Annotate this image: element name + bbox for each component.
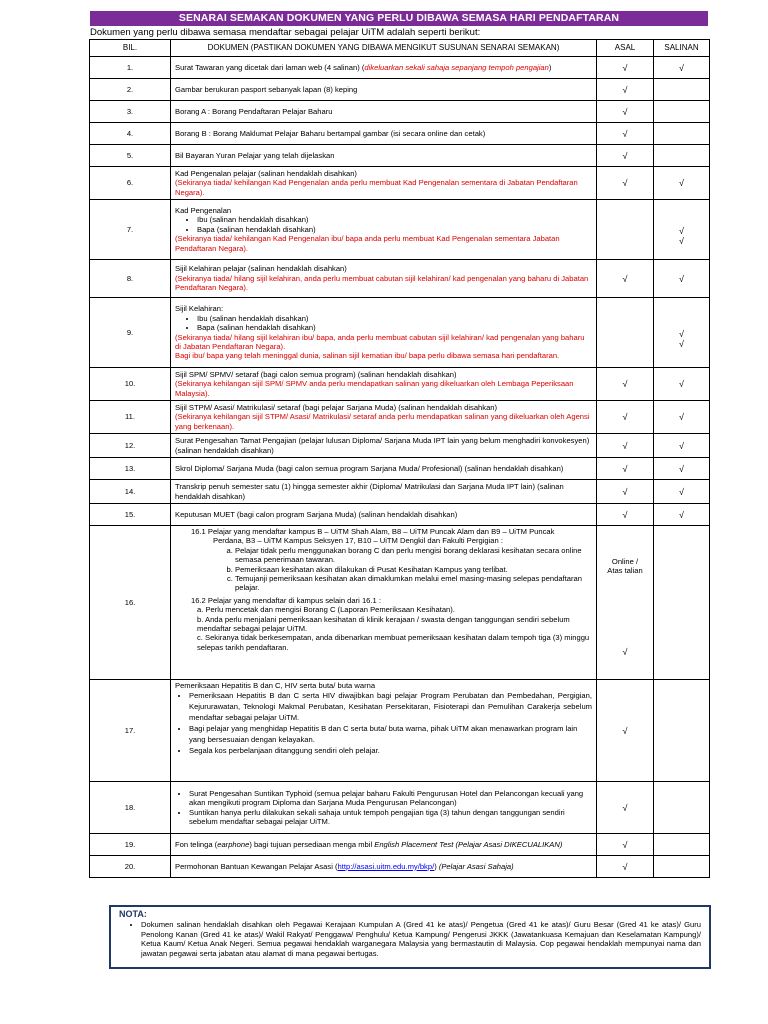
row-description: Gambar berukuran pasport sebanyak lapan (8) keping: [171, 79, 597, 101]
table-row: [90, 480, 710, 504]
table-row: [90, 145, 710, 167]
row-number: 2.: [90, 79, 171, 101]
asal-check: √: [597, 101, 654, 123]
note-title: NOTA:: [119, 909, 147, 919]
table-row: [90, 167, 710, 200]
table-row: [90, 680, 710, 782]
table-row: [90, 101, 710, 123]
table-row: [90, 57, 710, 79]
salinan-cell: [654, 101, 710, 123]
table-row: [90, 434, 710, 458]
asal-check: √: [597, 368, 654, 401]
row-description: Pemeriksaan Hepatitis B dan C, HIV serta buta/ buta warna • Pemeriksaan Hepatitis B dan C serta HIV diwajibkan bagi pelajar Program Perubatan dan Pembedahan, Pergigian, Kejururawatan, Teknologi Makmal Perubatan, Kesihatan Persekitaran, Fisioterapi dan Pemulihan Carakerja sebelum mendaftar sebagai pelajar UiTM. • Bagi pelajar yang menghidap Hepatitis B dan C serta buta/ buta warna, pihak UiTM akan menawarkan program lain yang bersesuaian dengan kelayakan. • Segala kos perbelanjaan ditanggung sendiri oleh pelajar.: [171, 680, 597, 782]
note-text: • Dokumen salinan hendaklah disahkan oleh Pegawai Kerajaan Kumpulan A (Gred 41 ke atas)/ Pengetua (Gred 41 ke atas)/ Guru Besar (Gred 41 ke atas)/ Guru Penolong Kanan (Gred 41 ke atas)/ Wakil Rakyat/ Penggawa/ Penghulu/ Ketua Kampung/ Pengerusi JKKK (Jawatankuasa Kemajuan dan Keselamatan Kampung)/ Ketua Kaum/ Ketua Anak Negeri. Semua pegawai hendaklah warganegara Malaysia yang bermastautin di Malaysia. Cop pegawai hendaklah mempunyai nama dan jawatan pegawai serta jabatan atau alamat di mana pegawai bertugas.: [141, 920, 701, 958]
row-number: 14.: [90, 480, 171, 504]
table-row: [90, 200, 710, 260]
page-title: SENARAI SEMAKAN DOKUMEN YANG PERLU DIBAWA SEMASA HARI PENDAFTARAN: [90, 11, 708, 26]
row-number: 4.: [90, 123, 171, 145]
asal-check: √: [597, 79, 654, 101]
row-description: Fon telinga (earphone) bagi tujuan persediaan menga mbil English Placement Test (Pelajar Asasi DIKECUALIKAN): [171, 834, 597, 856]
row-number: 1.: [90, 57, 171, 79]
asal-check: √: [597, 480, 654, 504]
row-description: Transkrip penuh semester satu (1) hingga semester akhir (Diploma/ Matrikulasi dan Sarjana Muda IPT lain) (salinan hendaklah disahkan): [171, 480, 597, 504]
row-number: 15.: [90, 504, 171, 526]
asal-check: √: [597, 434, 654, 458]
salinan-cell: [654, 79, 710, 101]
row-description: Bil Bayaran Yuran Pelajar yang telah dijelaskan: [171, 145, 597, 167]
row-description: • Surat Pengesahan Suntikan Typhoid (semua pelajar baharu Fakulti Pengurusan Hotel dan Pelancongan kecuali yang akan mengikuti program Diploma dan Sarjana Muda Pengurusan Pelancongan) • Suntikan hanya perlu dilakukan sekali sahaja untuk tempoh pengajian tiga (3) tahun dengan tanggungan sendiri sebelum mendaftar sebagai pelajar UiTM.: [171, 782, 597, 834]
salinan-check: √: [654, 480, 710, 504]
table-row: [90, 401, 710, 434]
row-description: Surat Pengesahan Tamat Pengajian (pelajar lulusan Diploma/ Sarjana Muda IPT lain yang belum menghadiri konvokesyen) (salinan hendaklah disahkan): [171, 434, 597, 458]
table-row: [90, 834, 710, 856]
asal-check: √: [597, 145, 654, 167]
row-description: Sijil STPM/ Asasi/ Matrikulasi/ setaraf (bagi pelajar Sarjana Muda) (salinan hendaklah disahkan) (Sekiranya kehilangan sijil STPM/ Asasi/ Matrikulasi/ setaraf anda perlu mendapatkan salinan yang dikeluarkan oleh Agensi yang berkenaan).: [171, 401, 597, 434]
row-number: 13.: [90, 458, 171, 480]
row-description: Kad Pengenalan • Ibu (salinan hendaklah disahkan) • Bapa (salinan hendaklah disahkan) (Sekiranya tiada/ kehilangan Kad Pengenalan ibu/ bapa anda perlu membuat Kad Pengenalan sementara Jabatan Pendaftaran Negara).: [171, 200, 597, 260]
salinan-cell: [654, 526, 710, 680]
salinan-check: √: [654, 260, 710, 298]
row-number: 3.: [90, 101, 171, 123]
note-box: [109, 905, 711, 969]
row-description: Borang B : Borang Maklumat Pelajar Baharu bertampal gambar (isi secara online dan cetak): [171, 123, 597, 145]
asal-check: √: [597, 782, 654, 834]
checklist-table: [89, 39, 710, 878]
table-row: [90, 526, 710, 680]
table-row: [90, 260, 710, 298]
intro-text: Dokumen yang perlu dibawa semasa mendaftar sebagai pelajar UiTM adalah seperti berikut:: [90, 27, 481, 38]
salinan-cell: [654, 123, 710, 145]
salinan-cell: [654, 856, 710, 878]
asal-check: √: [597, 680, 654, 782]
salinan-check: √: [654, 57, 710, 79]
header-document: DOKUMEN (PASTIKAN DOKUMEN YANG DIBAWA MENGIKUT SUSUNAN SENARAI SEMAKAN): [171, 40, 597, 57]
row-number: 20.: [90, 856, 171, 878]
asal-check: √: [597, 834, 654, 856]
row-description: 16.1 Pelajar yang mendaftar kampus B – UiTM Shah Alam, B8 – UiTM Puncak Alam dan B9 – UiTM Puncak Perdana, B3 – UiTM Kampus Seksyen 17, B10 – UiTM Dengkil dan Fakulti Pergigian : a. Pelajar tidak perlu menggunakan borang C dan perlu mengisi borang deklarasi kesihatan secara online semasa penerimaan tawaran. b. Pemeriksaan kesihatan akan dilakukan di Pusat Kesihatan Kampus yang terlibat. c. Temujanji pemeriksaan kesihatan akan dimaklumkan melalui emel masing-masing selepas pendaftaran pelajar. 16.2 Pelajar yang mendaftar di kampus selain dari 16.1 : a. Perlu mencetak dan mengisi Borang C (Laporan Pemeriksaan Kesihatan). b. Anda perlu menjalani pemeriksaan kesihatan di klinik kerajaan / swasta dengan tanggungan sendiri sebelum mendaftar sebagai pelajar UiTM. c. Sekiranya tidak berkesempatan, anda dibenarkan membuat pemeriksaan kesihatan dalam tempoh tiga (3) minggu selepas tarikh pendaftaran.: [171, 526, 597, 680]
salinan-cell: [654, 680, 710, 782]
salinan-cell: [654, 834, 710, 856]
table-row: [90, 782, 710, 834]
row-description: Kad Pengenalan pelajar (salinan hendaklah disahkan) (Sekiranya tiada/ kehilangan Kad Pengenalan anda perlu membuat Kad Pengenalan sementara di Jabatan Pendaftaran Negara).: [171, 167, 597, 200]
row-number: 8.: [90, 260, 171, 298]
salinan-check: √: [654, 434, 710, 458]
table-row: [90, 368, 710, 401]
row-number: 5.: [90, 145, 171, 167]
table-row: [90, 79, 710, 101]
row-description: Keputusan MUET (bagi calon program Sarjana Muda) (salinan hendaklah disahkan): [171, 504, 597, 526]
table-row: [90, 504, 710, 526]
salinan-check: √ √: [654, 298, 710, 368]
asal-cell: [597, 200, 654, 260]
row-number: 11.: [90, 401, 171, 434]
salinan-check: √: [654, 504, 710, 526]
asal-online: Online / Atas talian √: [597, 526, 654, 680]
row-description: Sijil Kelahiran pelajar (salinan hendaklah disahkan) (Sekiranya tiada/ hilang sijil kelahiran, anda perlu membuat cabutan sijil kelahiran/ kad pengenalan yang baharu di Jabatan Pendaftaran Negara).: [171, 260, 597, 298]
asal-check: √: [597, 123, 654, 145]
salinan-check: √: [654, 401, 710, 434]
row-number: 12.: [90, 434, 171, 458]
row-number: 9.: [90, 298, 171, 368]
header-salinan: SALINAN: [654, 40, 710, 57]
table-row: [90, 123, 710, 145]
asasi-bkp-link[interactable]: http://asasi.uitm.edu.my/bkp/: [337, 861, 435, 871]
asal-check: √: [597, 167, 654, 200]
salinan-cell: [654, 145, 710, 167]
table-row: [90, 856, 710, 878]
table-row: [90, 298, 710, 368]
header-bil: BIL.: [90, 40, 171, 57]
row-description: Sijil Kelahiran: • Ibu (salinan hendaklah disahkan) • Bapa (salinan hendaklah disahkan) (Sekiranya tiada/ hilang sijil kelahiran ibu/ bapa, anda perlu membuat cabutan sijil kelahiran/ kad pengenalan yang baharu di Jabatan Pendaftaran Negara). Bagi ibu/ bapa yang telah meninggal dunia, salinan sijil kematian ibu/ bapa perlu dibawa semasa hari pendaftaran.: [171, 298, 597, 368]
asal-check: √: [597, 458, 654, 480]
row-description: Permohonan Bantuan Kewangan Pelajar Asasi (http://asasi.uitm.edu.my/bkp/) (Pelajar Asasi Sahaja): [171, 856, 597, 878]
salinan-cell: [654, 782, 710, 834]
asal-cell: [597, 298, 654, 368]
salinan-check: √: [654, 368, 710, 401]
row-description: Sijil SPM/ SPMV/ setaraf (bagi calon semua program) (salinan hendaklah disahkan) (Sekiranya kehilangan sijil SPM/ SPMV anda perlu mendapatkan salinan yang dikeluarkan oleh Lembaga Peperiksaan Malaysia).: [171, 368, 597, 401]
asal-check: √: [597, 856, 654, 878]
row-number: 18.: [90, 782, 171, 834]
row-description: Borang A : Borang Pendaftaran Pelajar Baharu: [171, 101, 597, 123]
asal-check: √: [597, 57, 654, 79]
asal-check: √: [597, 504, 654, 526]
row-description: Skrol Diploma/ Sarjana Muda (bagi calon semua program Sarjana Muda/ Profesional) (salinan hendaklah disahkan): [171, 458, 597, 480]
row-description: Surat Tawaran yang dicetak dari laman web (4 salinan) (dikeluarkan sekali sahaja sepanjang tempoh pengajian): [171, 57, 597, 79]
salinan-check: √ √: [654, 200, 710, 260]
table-row: [90, 458, 710, 480]
salinan-check: √: [654, 167, 710, 200]
row-number: 6.: [90, 167, 171, 200]
row-number: 16.: [90, 526, 171, 680]
asal-check: √: [597, 260, 654, 298]
header-asal: ASAL: [597, 40, 654, 57]
row-number: 10.: [90, 368, 171, 401]
asal-check: √: [597, 401, 654, 434]
row-number: 17.: [90, 680, 171, 782]
table-header-row: [90, 40, 710, 57]
salinan-check: √: [654, 458, 710, 480]
row-number: 19.: [90, 834, 171, 856]
row-number: 7.: [90, 200, 171, 260]
